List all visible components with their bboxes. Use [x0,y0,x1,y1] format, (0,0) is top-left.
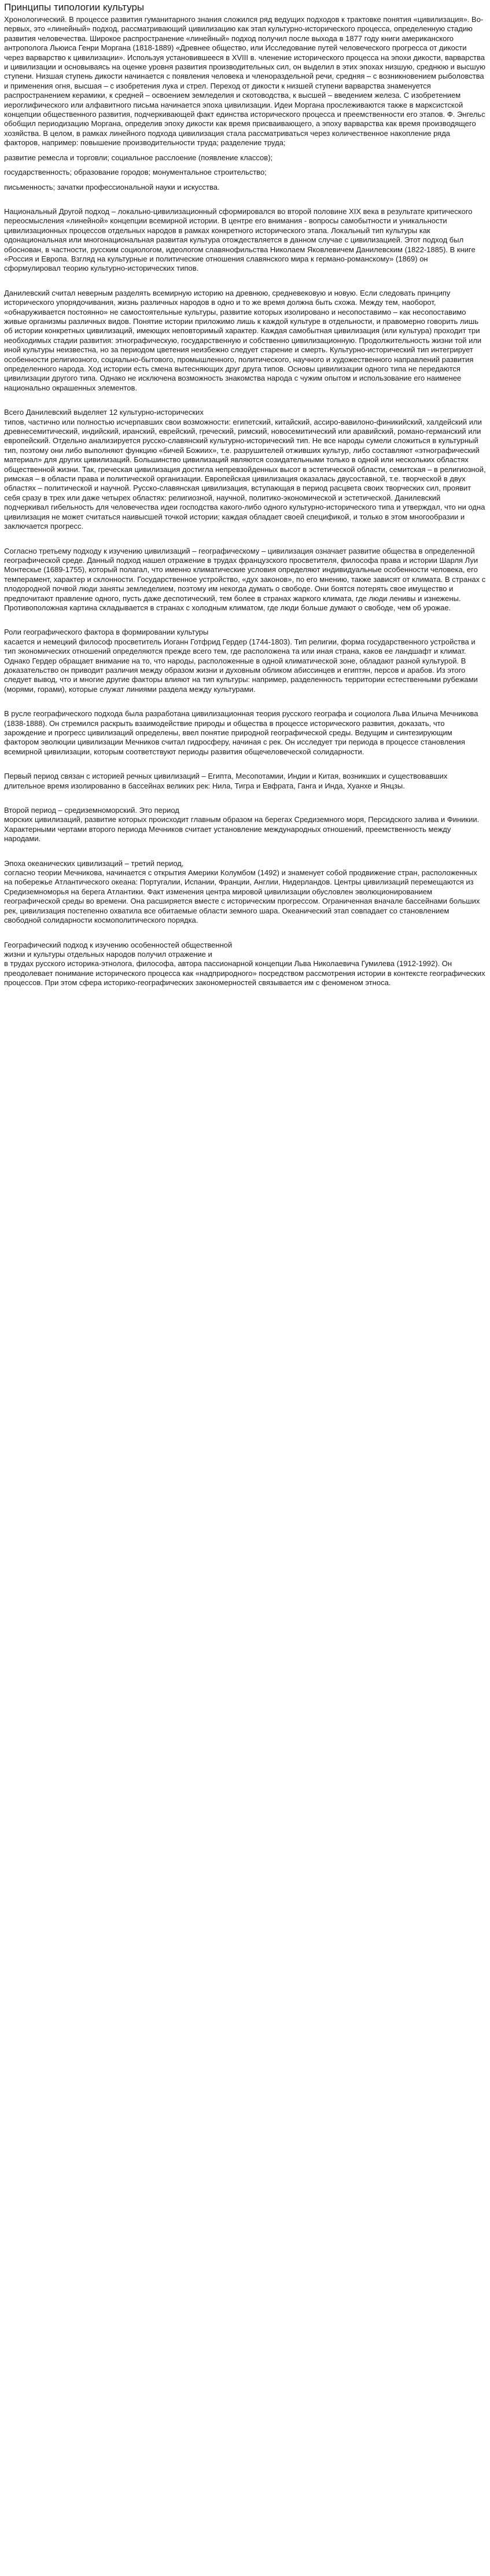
spacer [4,393,486,408]
paragraph-cultural-types: Всего Данилевский выделяет 12 культурно-исторических типов, частично или полностью исчерпавших свои возможности: египетский, китайский, ассиро-вавилоно-финикийский, халдейский или древнесемитический, индийский, иранский, еврейский, греческий, римский, новосемитический или аравийский, романо-германский или европейский. Отдельно анализируется русско-славянский культурно-исторический тип. Не все народы сумели сложиться в культурный тип, поэтому они либо выполняют функцию «бичей Божиих», т.е. разрушителей отживших культур, либо составляют «этнографический материал» для других цивилизаций. Большинство цивилизаций являются созидательными только в одной или нескольких областях общественной жизни. Так, греческая цивилизация достигла непревзойденных высот в эстетической области, семитская – в религиозной, римская – в области права и политической организации. Европейская цивилизация оказалась двусоставной, т.е. творческой в двух областях – политической и научной. Русско-славянская цивилизация, вступающая в период расцвета своих творческих сил, проявит себя сразу в трех или даже четырех областях: религиозной, научной, политико-экономической и эстетической. Данилевский подчеркивал гибельность для человечества идеи господства какого-либо одного культурно-исторического типа и утверждал, что ни одна цивилизация не может считаться наивысшей точкой истории; каждая обладает своей спецификой, и только в этом многообразии и заключается прогресс. [4,408,486,531]
spacer [4,274,486,289]
spacer [4,532,486,547]
spacer [4,926,486,941]
spacer [4,791,486,806]
page-title: Принципы типологии культуры [4,2,145,13]
spacer [4,757,486,772]
paragraph-herder: Роли географического фактора в формировании культуры касается и немецкий философ просветитель Иоганн Готфрид Гердер (1744-1803). Тип религии, форма государственного устройства и тип экономических отношений определяются прежде всего тем, где расположена та или иная страна, каков ее ландшафт и климат. Однако Гердер обращает внимание на то, что народы, расположенные в одной климатической зоне, обладают разной культурой. В доказательство он приводит различия между образом жизни и духовным обликом абиссинцев и египтян, персов и арабов. Из этого следует вывод, что и многие другие факторы влияют на тип культуры: например, разделенность территории естественными рубежами (морями, горами), которые служат линиями раздела между культурами. [4,628,478,694]
list-item: государственность; образование городов; монументальное строительство; [4,168,267,177]
document-page [0,0,490,993]
spacer [4,694,486,709]
paragraph-river-period: Первый период связан с историей речных цивилизаций – Египта, Месопотамии, Индии и Китая, возникших и существовавших длительное время изолированно в бассейнах великих рек: Нила, Тигра и Евфрата, Ганга и Инда, Хуанхе и Янцзы. [4,772,448,790]
paragraph-gumilev: Географический подход к изучению особенностей общественной жизни и культуры отдельных народов получил отражение и в трудах русского историка-этнолога, философа, автора пассионарной концепции Льва Николаевича Гумилева (1912-1992). Он преодолевает понимание исторического процесса как «надприродного» посредством рассмотрения истории в контексте географических процессов. При этом сфера историко-географических закономерностей связывается им с феноменом этноса. [4,940,485,987]
list-item: развитие ремесла и торговли; социальное расслоение (появление классов); [4,153,273,162]
spacer [4,163,486,168]
paragraph-mechnikov: В русле географического подхода была разработана цивилизационная теория русского географа и социолога Льва Ильича Мечникова (1838-1888). Он стремился раскрыть взаимодействие природы и общества в процессе исторического развития, доказать, что зарождение и прогресс цивилизаций определены, ввел понятие природной географической среды. Ведущим и синтезирующим фактором эволюции цивилизации Мечников считал гидросферу, начиная с рек. Он исследует три периода в процессе становления всемирной цивилизации, которым соответствуют периоды развития общечеловеческой солидарности. [4,709,478,756]
spacer [4,148,486,153]
paragraph-oceanic-period: Эпоха океанических цивилизаций – третий период, согласно теории Мечникова, начинается с открытия Америки Колумбом (1492) и знаменует собой продвижение стран, расположенных на побережье Атлантического океана: Португалии, Испании, Франции, Англии, Нидерландов. Центры цивилизаций перемещаются из Средиземноморья на берега Атлантики. Факт изменения центра мировой цивилизации обусловлен эволюционированием географической среды во времени. Она расширяется вместе с историческим прогрессом. Ограниченная вначале бассейнами больших рек, цивилизация постепенно охватила все обитаемые области земного шара. Океанический этап совпадает со становлением свободной солидарности космополитического порядка. [4,858,480,925]
spacer [4,613,486,628]
spacer [4,192,486,207]
paragraph-national: Национальный Другой подход – локально-цивилизационный сформировался во второй половине XIX века в результате критического переосмысления «линейной» концепции всемирной истории. В центре его внимания - вопросы самобытности и уникальности цивилизационных процессов отдельных народов в рамках конкретного исторического этапа. Локальный тип культуры как одонациональная или многонациональная развитая культура отождествляется в данном случае с цивилизацией. Этот подход был обоснован, в частности, русским социологом, идеологом славянофильства Николаем Яковлевичем Данилевским (1822-1885). В книге «Россия и Европа. Взгляд на культурные и политические отношения славянского мира к германо-романскому» (1869) он сформулировал теорию культурно-исторических типов. [4,207,476,273]
spacer [4,844,486,859]
paragraph-mediterranean-period: Второй период – средиземноморский. Это период морских цивилизаций, развитие которых происходит главным образом на берегах Средиземного моря, Персидского залива и Финикии. Характерными чертами второго периода Мечников считает установление международных отношений, преемственность между народами. [4,806,480,843]
paragraph-danilevsky: Данилевский считал неверным разделять всемирную историю на древнюю, средневековую и новую. Если следовать принципу исторического упорядочивания, жизнь различных народов в одно и то же время должна быть схожа. Между тем, наоборот, «обнаруживается постоянно» не самостоятельные культуры, развитие которых изолировано и несопоставимо – как несопоставимо живые организмы различных видов. Понятие истории приложимо лишь к каждой культуре в отдельности, и правомерно говорить лишь об истории конкретных цивилизаций, имеющих неповторимый характер. Каждая самобытная цивилизация (или культура) проходит три необходимых стадии развития: этнографическую, государственную и собственно цивилизационную. Продолжительность жизни той или иной культуры неизвестна, но за периодом цветения неизбежно следует старение и смерть. Культурно-исторический тип интегрирует особенности религиозного, социально-бытового, промышленного, политического, научного и художественного направлений развития определенного народа. Ход истории есть смена вытесняющих друг друга типов. Основы цивилизации одного типа не передаются цивилизации другого типа. Однако не исключена возможность знакомства народа с чужим опытом и использование его наименее национально окрашенных элементов. [4,288,482,392]
paragraph-chronological: Хронологический. В процессе развития гуманитарного знания сложился ряд ведущих подходов к трактовке понятия «цивилизация». Во-первых, это «линейный» подход, рассматривающий цивилизацию как этап культурно-исторического процесса, определенную стадию развития человечества. Широкое распространение «линейный» подход получил после выхода в 1877 году книги американского антрополога Льюиса Генри Моргана (1818-1889) «Древнее общество, или Исследование путей человеческого прогресса от дикости через варварство к цивилизации». Используя установившееся в XVIII в. членение исторического процесса на эпохи дикости, варварства и цивилизации и основываясь на оценке уровня развития производительных сил, он выделил в этих эпохах низшую, среднюю и высшую ступени. Низшая ступень дикости начинается с появления человека и членораздельной речи, средняя – с возникновением рыболовства и применения огня, высшая – с изобретения лука и стрел. Переход от дикости к низшей ступени варварства знаменуется распространением керамики, к средней – освоением земледелия и скотоводства, к высшей – введением железа. С изобретением иероглифического или алфавитного письма начинается эпоха цивилизации. Идеи Моргана прослеживаются также в марксистской концепции общественного развития, подчеркивающей факт единства исторического процесса и преемственности его этапов. Ф. Энгельс обобщил периодизацию Моргана, определив эпоху дикости как время присваивающего, а эпоху варварства как время производящего хозяйства. В целом, в рамках линейного подхода цивилизация стала рассматриваться через количественное накопление ряда факторов, например: повышение производительности труда; разделение труда; [4,15,485,148]
paragraph-geographic: Согласно третьему подходу к изучению цивилизаций – географическому – цивилизация означает развитие общества в определенной географической среде. Данный подход нашел отражение в трудах французского просветителя, философа права и истории Шарля Луи Монтескье (1689-1755), который полагал, что именно климатические условия определяют индивидуальные особенности человека, его темперамент, характер и склонности. Государственное устройство, «дух законов», по его мнению, также зависят от климата. В странах с плодородной почвой люди заняты земледелием, поэтому им некогда думать о свободе. Они боятся потерять свое имущество и предпочитают правление одного, пусть даже деспотический, тем более в странах жаркого климата, где люди ленивы и изнежены. Противоположная картина складывается в странах с холодным климатом, где люди больше думают о свободе, чем об урожае. [4,546,486,612]
spacer [4,178,486,183]
list-item: письменность; зачатки профессиональной науки и искусства. [4,182,220,191]
